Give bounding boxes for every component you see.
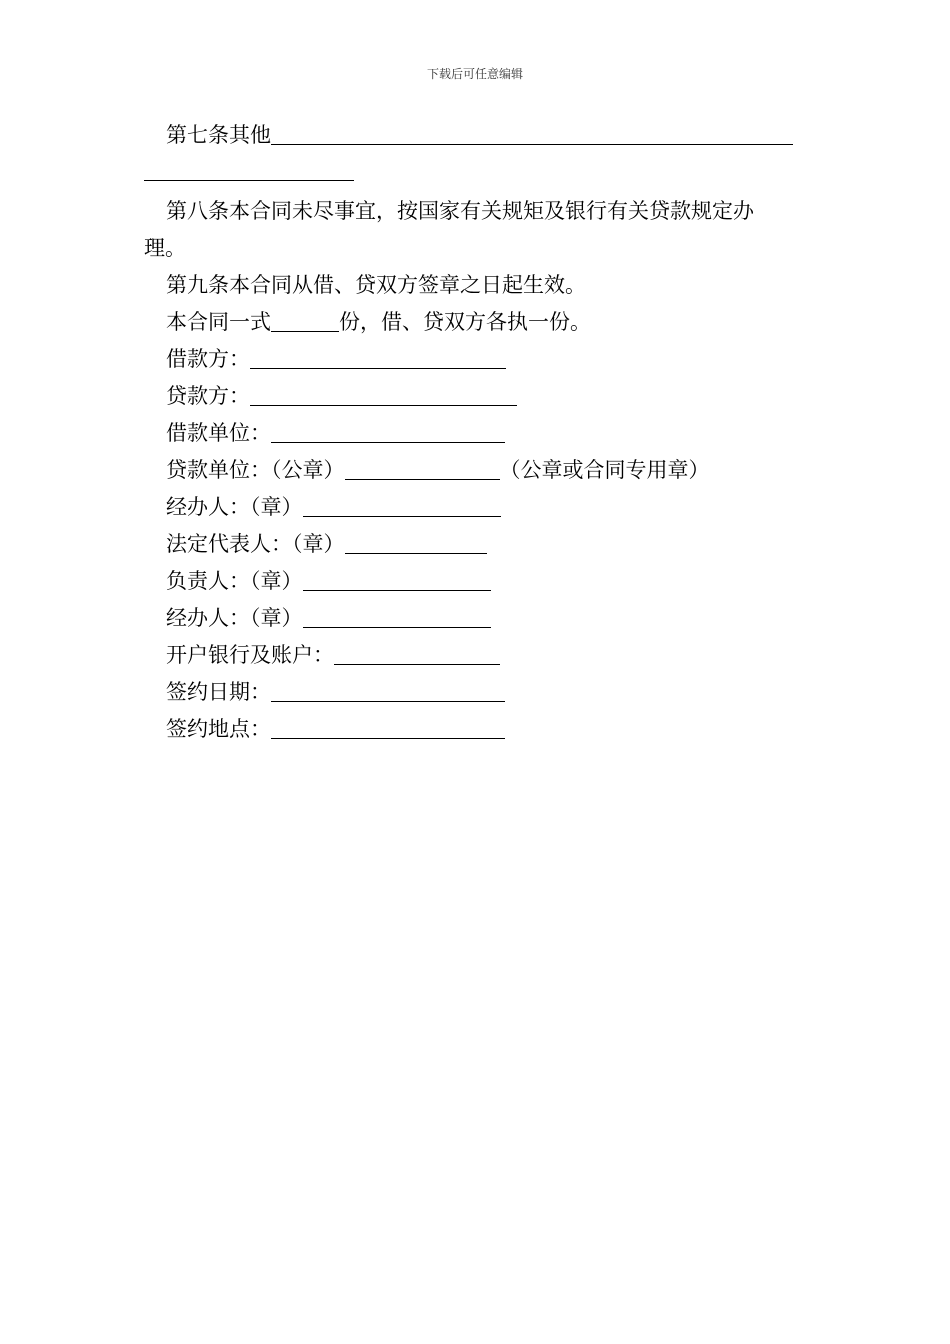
field-lending-unit-contract-seal: （公章或合同专用章） <box>499 458 710 482</box>
field-handler-1-blank <box>303 496 501 517</box>
field-handler-1-label: 经办人： <box>166 495 250 519</box>
field-bank-account-blank <box>334 644 500 665</box>
field-handler-2-seal: （章） <box>250 606 303 630</box>
field-sign-place-label: 签约地点： <box>166 717 271 741</box>
field-handler-1 <box>166 493 501 521</box>
field-lending-unit-seal: （公章） <box>271 458 345 482</box>
field-handler-1-seal: （章） <box>250 495 303 519</box>
field-handler-2-label: 经办人： <box>166 606 250 630</box>
field-sign-date-blank <box>271 681 505 702</box>
field-person-in-charge <box>166 567 491 595</box>
field-sign-place <box>166 715 505 743</box>
field-handler-2 <box>166 604 491 632</box>
article-8-line-2: 理。 <box>144 236 186 260</box>
field-legal-rep-seal: （章） <box>292 532 345 556</box>
field-sign-date <box>166 678 505 706</box>
field-handler-2-blank <box>303 607 491 628</box>
article-7 <box>166 121 793 149</box>
field-legal-rep-blank <box>345 533 487 554</box>
page-header-note: 下载后可任意编辑 <box>426 67 523 81</box>
field-lender <box>166 382 517 410</box>
copies-before: 本合同一式 <box>166 310 271 334</box>
field-bank-account-label: 开户银行及账户： <box>166 643 334 667</box>
field-lending-unit-label: 贷款单位： <box>166 458 271 482</box>
article-7-blank-continued <box>144 160 354 181</box>
field-borrowing-unit-blank <box>271 422 505 443</box>
article-9: 第九条本合同从借、贷双方签章之日起生效。 <box>166 273 586 297</box>
field-legal-rep <box>166 530 487 558</box>
field-lender-blank <box>250 385 517 406</box>
article-8-line-1: 第八条本合同未尽事宜，按国家有关规矩及银行有关贷款规定办 <box>166 199 754 223</box>
copies-clause <box>166 308 591 336</box>
field-person-in-charge-blank <box>303 570 491 591</box>
field-legal-rep-label: 法定代表人： <box>166 532 292 556</box>
field-bank-account <box>166 641 500 669</box>
field-borrowing-unit <box>166 419 505 447</box>
field-lender-label: 贷款方： <box>166 384 250 408</box>
field-borrowing-unit-label: 借款单位： <box>166 421 271 445</box>
article-7-blank <box>271 124 793 145</box>
field-sign-date-label: 签约日期： <box>166 680 271 704</box>
copies-after: 份，借、贷双方各执一份。 <box>339 310 591 334</box>
field-lending-unit-blank <box>345 459 500 480</box>
field-person-in-charge-label: 负责人： <box>166 569 250 593</box>
field-person-in-charge-seal: （章） <box>250 569 303 593</box>
copies-blank <box>271 311 339 332</box>
field-sign-place-blank <box>271 718 505 739</box>
field-lending-unit <box>166 456 710 484</box>
field-borrower-blank <box>250 348 506 369</box>
field-borrower <box>166 345 506 373</box>
field-borrower-label: 借款方： <box>166 347 250 371</box>
article-7-label: 第七条其他 <box>166 123 271 147</box>
